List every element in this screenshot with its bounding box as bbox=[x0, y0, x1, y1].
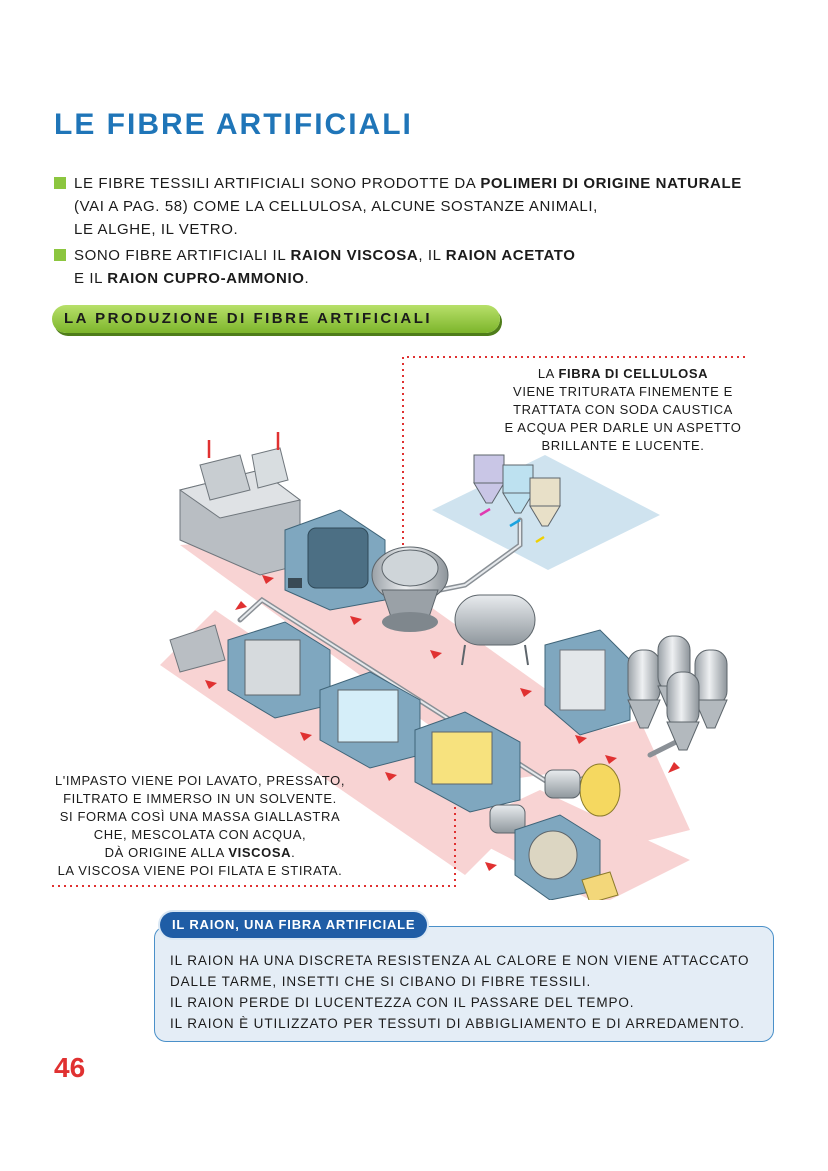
info-box-text bbox=[170, 950, 749, 1034]
text: E IL bbox=[74, 270, 108, 287]
text: FILTRATO E IMMERSO IN UN SOLVENTE. bbox=[63, 791, 337, 806]
info-box-heading: IL RAION, UNA FIBRA ARTIFICIALE bbox=[160, 912, 427, 938]
bullet-2 bbox=[54, 244, 576, 290]
text: . bbox=[291, 845, 296, 860]
bold-text: RAION CUPRO-AMMONIO bbox=[107, 270, 305, 287]
text: LA VISCOSA VIENE POI FILATA E STIRATA. bbox=[57, 863, 343, 878]
text: VIENE TRITURATA FINEMENTE E bbox=[513, 384, 733, 399]
text: LE ALGHE, IL VETRO. bbox=[74, 221, 239, 238]
text: . bbox=[304, 270, 310, 287]
text: SI FORMA COSÌ UNA MASSA GIALLASTRA bbox=[59, 809, 341, 824]
page-number: 46 bbox=[54, 1052, 86, 1083]
info-line: IL RAION È UTILIZZATO PER TESSUTI DI ABBIGLIAMENTO E DI ARREDAMENTO. bbox=[170, 1016, 745, 1031]
text: TRATTATA CON SODA CAUSTICA bbox=[513, 402, 733, 417]
bullet-square-icon bbox=[54, 177, 66, 189]
text: CHE, MESCOLATA CON ACQUA, bbox=[93, 827, 307, 842]
bullet-1 bbox=[54, 172, 742, 241]
bold-text: POLIMERI DI ORIGINE NATURALE bbox=[480, 175, 742, 192]
centrifuge bbox=[372, 547, 448, 632]
caption-cellulose bbox=[498, 365, 748, 455]
page-title: LE FIBRE ARTIFICIALI bbox=[54, 108, 413, 141]
text: E ACQUA PER DARLE UN ASPETTO bbox=[504, 420, 742, 435]
text: (VAI A PAG. 58) COME LA CELLULOSA, ALCUNE SOSTANZE ANIMALI, bbox=[74, 198, 598, 215]
bullet-square-icon bbox=[54, 249, 66, 261]
text: SONO FIBRE ARTIFICIALI IL bbox=[74, 247, 291, 264]
text: LE FIBRE TESSILI ARTIFICIALI SONO PRODOTTE DA bbox=[74, 175, 481, 192]
mixing-drum bbox=[285, 510, 385, 610]
bold-text: RAION VISCOSA bbox=[290, 247, 419, 264]
text: , IL bbox=[418, 247, 446, 264]
text: BRILLANTE E LUCENTE. bbox=[541, 438, 705, 453]
caption-viscose bbox=[40, 772, 360, 880]
bold-text: VISCOSA bbox=[228, 845, 292, 860]
info-line: IL RAION HA UNA DISCRETA RESISTENZA AL CALORE E NON VIENE ATTACCATO bbox=[170, 953, 750, 968]
text: LA bbox=[537, 366, 559, 381]
info-line: DALLE TARME, INSETTI CHE SI CIBANO DI FIBRE TESSILI. bbox=[170, 974, 592, 989]
bold-text: FIBRA DI CELLULOSA bbox=[558, 366, 709, 381]
section-title: LA PRODUZIONE DI FIBRE ARTIFICIALI bbox=[52, 305, 500, 333]
text: DÀ ORIGINE ALLA bbox=[104, 845, 229, 860]
info-line: IL RAION PERDE DI LUCENTEZZA CON IL PASSARE DEL TEMPO. bbox=[170, 995, 635, 1010]
text: L'IMPASTO VIENE POI LAVATO, PRESSATO, bbox=[54, 773, 346, 788]
bold-text: RAION ACETATO bbox=[445, 247, 576, 264]
